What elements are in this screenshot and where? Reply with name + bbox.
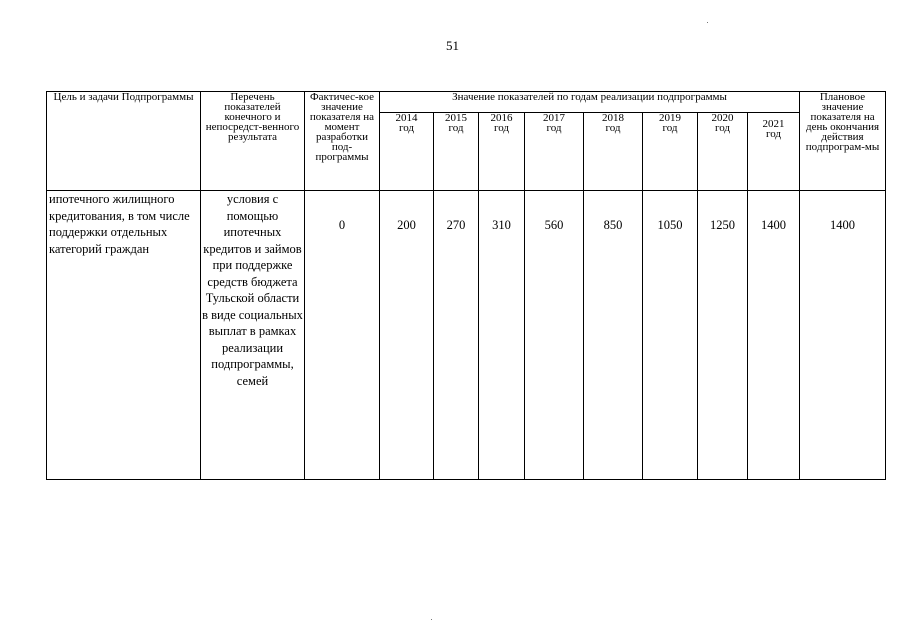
- indicator-cell: условия с помощью ипотечных кредитов и займов при поддержке средств бюджета Тульской области в виде социальных выплат в рамках реализации подпрограммы, семей: [201, 191, 305, 480]
- year-number: 2015: [445, 112, 467, 124]
- year-header: [525, 113, 584, 191]
- year-value-cell: 850: [584, 191, 643, 480]
- header-goal: Цель и задачи Подпрограммы: [47, 92, 201, 191]
- year-number: 2014: [395, 112, 418, 124]
- header-years-group: Значение показателей по годам реализации подпрограммы: [380, 92, 800, 113]
- year-unit: год: [493, 122, 510, 134]
- year-value-cell: 310: [479, 191, 525, 480]
- page-number: 51: [446, 38, 459, 53]
- year-unit: год: [765, 128, 782, 140]
- scan-speck: [707, 22, 708, 23]
- year-value-cell: 200: [380, 191, 434, 480]
- year-value-cell: 1050: [643, 191, 698, 480]
- scan-speck: [431, 619, 432, 620]
- year-value-cell: 560: [525, 191, 584, 480]
- table-row: [47, 191, 886, 480]
- year-value-cell: 270: [434, 191, 479, 480]
- year-unit: год: [398, 122, 415, 134]
- year-number: 2021: [762, 118, 785, 130]
- year-unit: год: [448, 122, 464, 134]
- year-header: [643, 113, 698, 191]
- year-number: 2017: [543, 112, 565, 124]
- goal-cell: ипотечного жилищного кредитования, в том числе поддержки отдельных категорий граждан: [47, 191, 201, 480]
- year-unit: год: [605, 122, 621, 134]
- actual-value-cell: 0: [305, 191, 380, 480]
- indicators-table: [46, 91, 886, 480]
- year-unit: год: [714, 122, 731, 134]
- header-planned-value: Плановое значение показателя на день окончания действия подпрограм-мы: [800, 92, 886, 191]
- header-actual-value: Фактичес-кое значение показателя на момент разработки под-программы: [305, 92, 380, 191]
- year-number: 2020: [711, 112, 734, 124]
- year-number: 2016: [490, 112, 513, 124]
- header-row: [47, 92, 886, 113]
- year-unit: год: [546, 122, 562, 134]
- year-header: [380, 113, 434, 191]
- year-number: 2019: [659, 112, 681, 124]
- planned-value-cell: 1400: [800, 191, 886, 480]
- header-indicators: Перечень показателей конечного и непосредст-венного результата: [201, 92, 305, 191]
- year-unit: год: [662, 122, 678, 134]
- year-header: [434, 113, 479, 191]
- year-value-cell: 1400: [748, 191, 800, 480]
- year-number: 2018: [602, 112, 624, 124]
- year-header: [479, 113, 525, 191]
- year-header: [698, 113, 748, 191]
- year-header: [748, 113, 800, 191]
- year-value-cell: 1250: [698, 191, 748, 480]
- year-header: [584, 113, 643, 191]
